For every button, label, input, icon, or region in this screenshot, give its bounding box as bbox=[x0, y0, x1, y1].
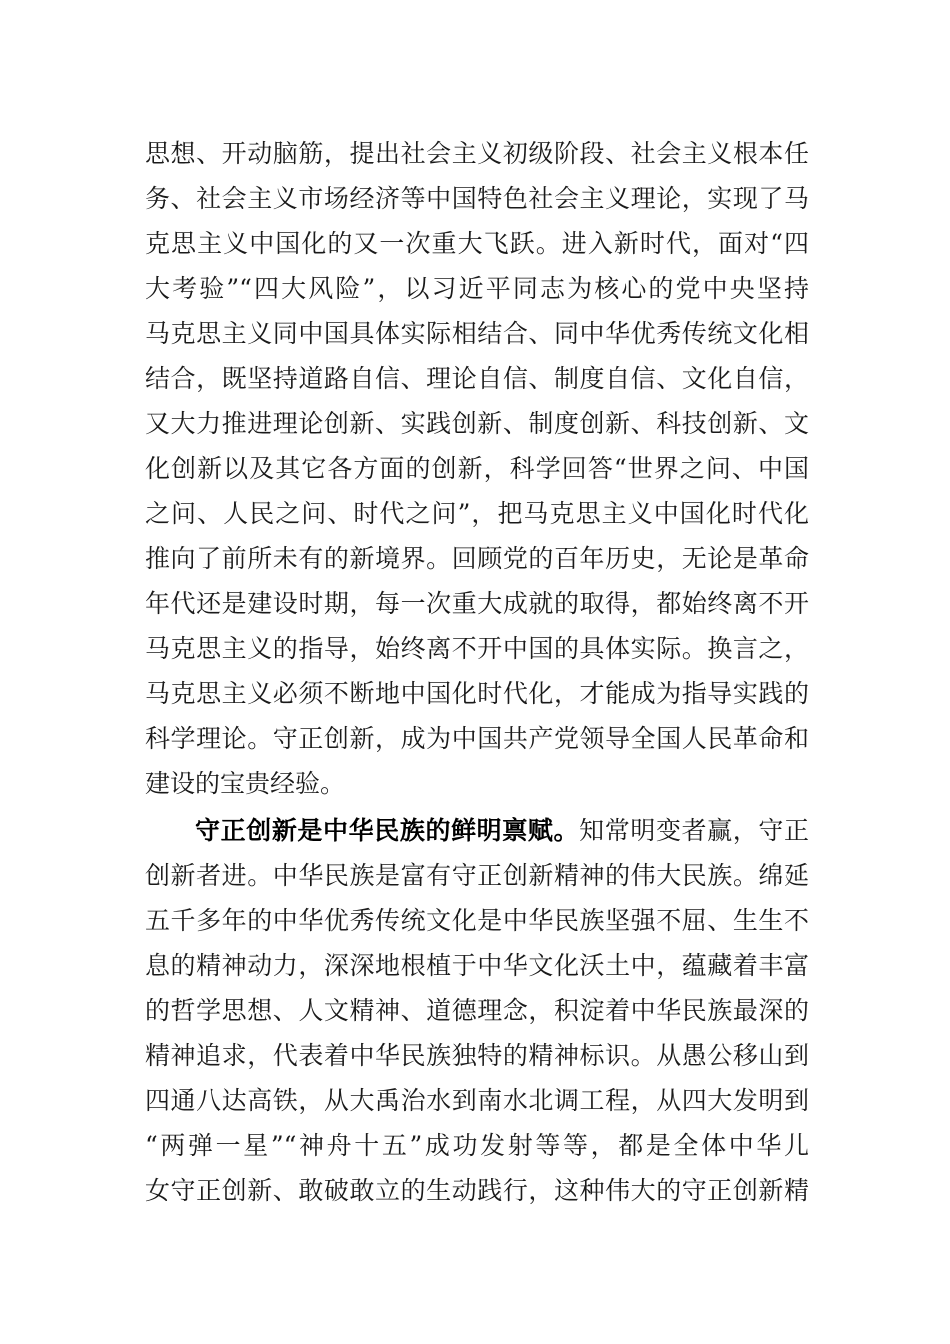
text-line: 马克思主义的指导，始终离不开中国的具体实际。换言之， bbox=[145, 634, 809, 663]
text-line: 五千多年的中华优秀传统文化是中华民族坚强不屈、生生不 bbox=[145, 906, 809, 935]
text-line: 科学理论。守正创新，成为中国共产党领导全国人民革命和 bbox=[145, 724, 809, 753]
text-line: 又大力推进理论创新、实践创新、制度创新、科技创新、文 bbox=[145, 409, 809, 438]
text-line: 马克思主义必须不断地中国化时代化，才能成为指导实践的 bbox=[145, 679, 809, 708]
paragraph-heading: 守正创新是中华民族的鲜明禀赋。 bbox=[195, 816, 580, 845]
text-line: 推向了前所未有的新境界。回顾党的百年历史，无论是革命 bbox=[145, 544, 809, 573]
text-line: 精神追求，代表着中华民族独特的精神标识。从愚公移山到 bbox=[145, 1041, 809, 1070]
text-line: 克思主义中国化的又一次重大飞跃。进入新时代，面对“四 bbox=[145, 229, 809, 258]
text-line: 息的精神动力，深深地根植于中华文化沃土中，蕴藏着丰富 bbox=[145, 951, 809, 980]
text-line: 年代还是建设时期，每一次重大成就的取得，都始终离不开 bbox=[145, 589, 809, 618]
paragraph-first-line bbox=[195, 811, 809, 851]
text-line: 务、社会主义市场经济等中国特色社会主义理论，实现了马 bbox=[145, 184, 809, 213]
text-line: 之问、人民之问、时代之问”，把马克思主义中国化时代化 bbox=[145, 499, 809, 528]
text-line: 女守正创新、敢破敢立的生动践行，这种伟大的守正创新精 bbox=[145, 1176, 809, 1205]
text-line: 结合，既坚持道路自信、理论自信、制度自信、文化自信， bbox=[145, 364, 809, 393]
text-line: 四通八达高铁，从大禹治水到南水北调工程，从四大发明到 bbox=[145, 1086, 809, 1115]
text-line: 大考验”“四大风险”，以习近平同志为核心的党中央坚持 bbox=[145, 274, 809, 303]
text-line: 创新者进。中华民族是富有守正创新精神的伟大民族。绵延 bbox=[145, 861, 809, 890]
text-span: 知常明变者赢，守正 bbox=[579, 816, 809, 845]
text-line: 马克思主义同中国具体实际相结合、同中华优秀传统文化相 bbox=[145, 319, 809, 348]
text-line: “两弹一星”“神舟十五”成功发射等等，都是全体中华儿 bbox=[145, 1131, 809, 1160]
text-line: 建设的宝贵经验。 bbox=[145, 769, 346, 798]
text-line: 化创新以及其它各方面的创新，科学回答“世界之问、中国 bbox=[145, 454, 809, 483]
text-line: 思想、开动脑筋，提出社会主义初级阶段、社会主义根本任 bbox=[145, 139, 809, 168]
text-line: 的哲学思想、人文精神、道德理念，积淀着中华民族最深的 bbox=[145, 996, 809, 1025]
